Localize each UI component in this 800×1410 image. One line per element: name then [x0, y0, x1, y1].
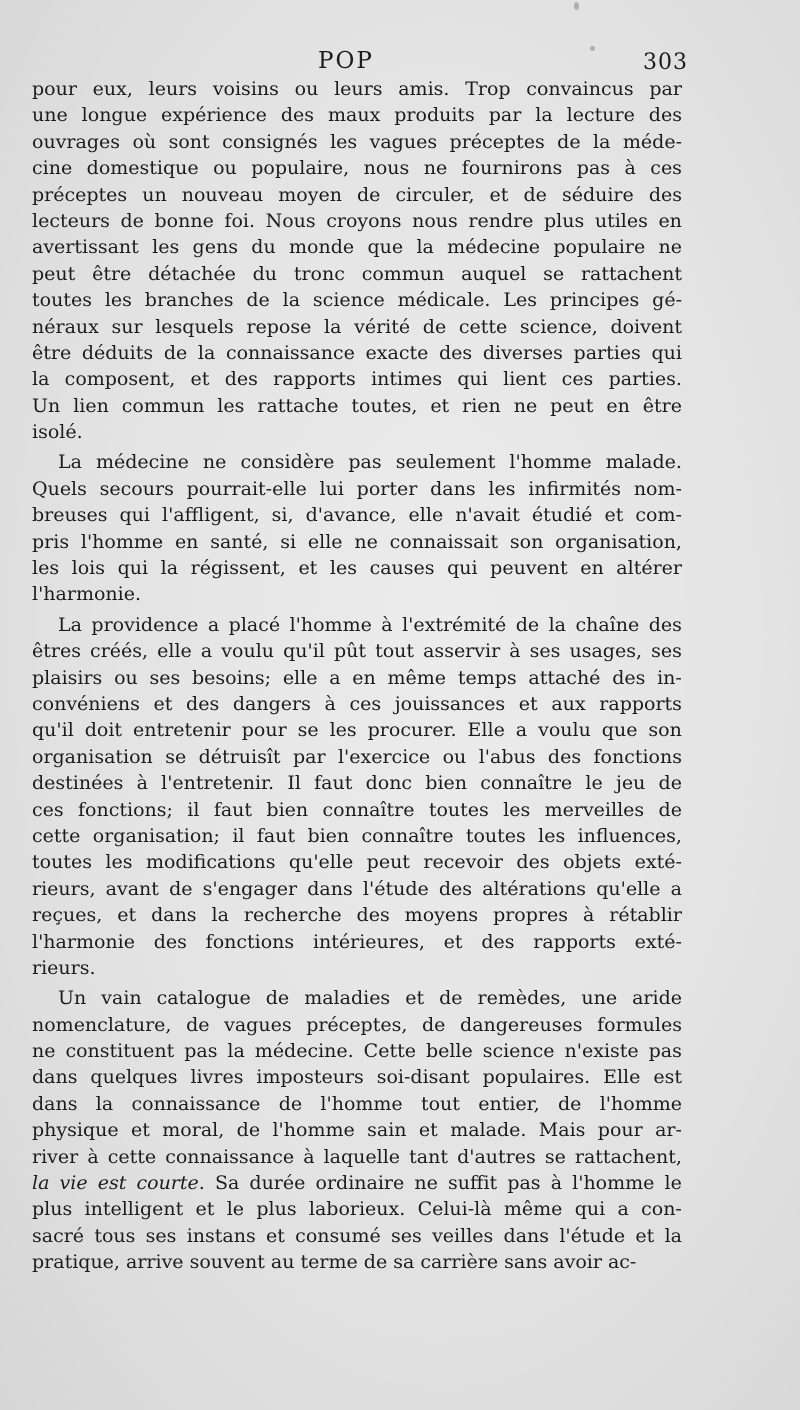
- text-line: être déduits de la connaissance exacte des diverses parties qui: [32, 341, 682, 364]
- text-line: La providence a placé l'homme à l'extrémité de la chaîne des: [58, 613, 682, 636]
- text-line: l'harmonie.: [32, 583, 141, 606]
- text-line: pour eux, leurs voisins ou leurs amis. Trop convaincus par: [32, 78, 682, 100]
- text-line: êtres créés, elle a voulu qu'il pût tout asservir à ses usages, ses: [32, 640, 682, 663]
- text-line: toutes les branches de la science médicale. Les principes gé-: [32, 289, 682, 312]
- text-line: organisation se détruisît par l'exercice ou l'abus des fonctions: [32, 745, 682, 768]
- text-line: sacré tous ses instans et consumé ses veilles dans l'étude et la: [32, 1224, 682, 1247]
- text-line: une longue expérience des maux produits par la lecture des: [32, 104, 682, 127]
- text-line: la composent, et des rapports intimes qui lient ces parties.: [32, 368, 682, 391]
- text-line: rieurs.: [32, 956, 96, 979]
- running-head: POP: [318, 48, 374, 74]
- text-line: La médecine ne considère pas seulement l'homme malade.: [58, 451, 682, 474]
- text-line: ouvrages où sont consignés les vagues préceptes de la méde-: [32, 130, 682, 153]
- text-line: la vie est courte. Sa durée ordinaire ne suffit pas à l'homme le: [32, 1172, 682, 1195]
- text-line: toutes les modifications qu'elle peut recevoir des objets exté-: [32, 851, 682, 874]
- ink-speck: [574, 2, 579, 10]
- text-line: pris l'homme en santé, si elle ne connaissait son organisation,: [32, 530, 682, 553]
- paragraph: [32, 612, 682, 981]
- text-line: river à cette connaissance à laquelle tant d'autres se rattachent,: [32, 1145, 682, 1168]
- paragraph: [32, 449, 682, 607]
- text-line: néraux sur lesquels repose la vérité de cette science, doivent: [32, 315, 682, 338]
- text-line: Quels secours pourrait-elle lui porter dans les infirmités nom-: [32, 477, 682, 500]
- text-line: ces fonctions; il faut bien connaître toutes les merveilles de: [32, 798, 682, 821]
- text-line: plaisirs ou ses besoins; elle a en même temps attaché des in-: [32, 666, 682, 689]
- text-line: reçues, et dans la recherche des moyens propres à rétablir: [32, 904, 682, 927]
- text-line: physique et moral, de l'homme sain et malade. Mais pour ar-: [32, 1119, 682, 1142]
- text-line: isolé.: [32, 421, 83, 444]
- text-line: dans la connaissance de l'homme tout entier, de l'homme: [32, 1092, 682, 1115]
- page-number: 303: [643, 50, 688, 75]
- text-line: Un lien commun les rattache toutes, et rien ne peut en être: [32, 394, 682, 417]
- text-line: rieurs, avant de s'engager dans l'étude des altérations qu'elle a: [32, 877, 682, 900]
- text-line: pratique, arrive souvent au terme de sa carrière sans avoir ac-: [32, 1251, 637, 1274]
- text-line: avertissant les gens du monde que la médecine populaire ne: [32, 236, 682, 259]
- text-line: peut être détachée du tronc commun auquel se rattachent: [32, 262, 682, 285]
- body-text: [32, 76, 682, 1280]
- text-line: préceptes un nouveau moyen de circuler, et de séduire des: [32, 183, 682, 206]
- text-line: cine domestique ou populaire, nous ne fournirons pas à ces: [32, 157, 682, 180]
- text-line: nomenclature, de vagues préceptes, de dangereuses formules: [32, 1013, 682, 1036]
- text-line: lecteurs de bonne foi. Nous croyons nous rendre plus utiles en: [32, 209, 682, 232]
- text-line: cette organisation; il faut bien connaître toutes les influences,: [32, 824, 682, 847]
- text-line: destinées à l'entretenir. Il faut donc bien connaître le jeu de: [32, 772, 682, 795]
- text-line: qu'il doit entretenir pour se les procurer. Elle a voulu que son: [32, 719, 682, 742]
- text-line: dans quelques livres imposteurs soi-disant populaires. Elle est: [32, 1066, 682, 1089]
- text-line: breuses qui l'affligent, si, d'avance, elle n'avait étudié et com-: [32, 504, 682, 527]
- paragraph: [32, 985, 682, 1275]
- text-line: plus intelligent et le plus laborieux. Celui-là même qui a con-: [32, 1198, 682, 1221]
- paragraph: [32, 76, 682, 445]
- text-line: ne constituent pas la médecine. Cette belle science n'existe pas: [32, 1040, 682, 1063]
- text-line: l'harmonie des fonctions intérieures, et des rapports exté-: [32, 930, 682, 953]
- text-line: convéniens et des dangers à ces jouissances et aux rapports: [32, 692, 682, 715]
- text-line: Un vain catalogue de maladies et de remèdes, une aride: [58, 987, 682, 1010]
- text-line: les lois qui la régissent, et les causes qui peuvent en altérer: [32, 557, 682, 580]
